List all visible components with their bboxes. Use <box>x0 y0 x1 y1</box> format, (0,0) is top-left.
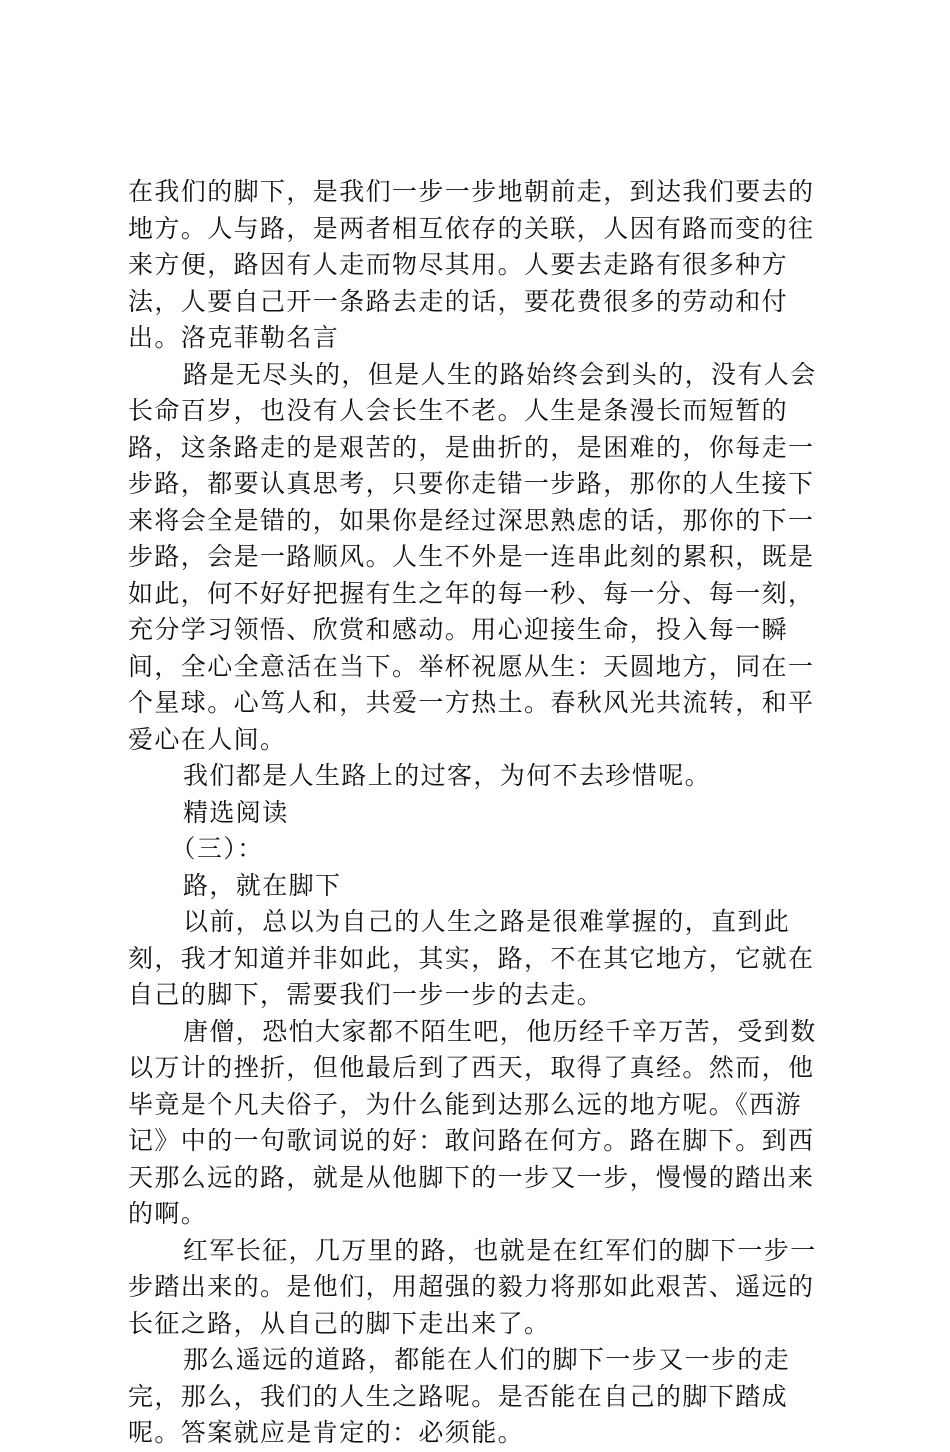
body-text <box>128 174 838 1452</box>
section-number: （三）： <box>170 834 264 863</box>
paragraph-passers-by: 我们都是人生路上的过客，为何不去珍惜呢。 <box>183 761 712 790</box>
section-heading-selected-reading: 精选阅读 <box>183 797 289 827</box>
paragraph-tang-monk: 唐僧，恐怕大家都不陌生吧，他历经千辛万苦，受到数以万计的挫折，但他最后到了西天，取得了真经。然而，他毕竟是个凡夫俗子，为什么能到达那么远的地方呢。《西游记》中的一句歌词说的好：敢问路在何方。路在脚下。到西天那么远的路，就是从他脚下的一步又一步，慢慢的踏出来的啊。 <box>128 1016 817 1228</box>
paragraph-continuation: 在我们的脚下，是我们一步一步地朝前走，到达我们要去的地方。人与路，是两者相互依存的关联，人因有路而变的往来方便，路因有人走而物尽其用。人要去走路有很多种方法，人要自己开一条路去走的话，要花费很多的劳动和付出。洛克菲勒名言 <box>128 177 815 352</box>
article-title: 路，就在脚下 <box>183 870 342 900</box>
paragraph-intro: 以前，总以为自己的人生之路是很难掌握的，直到此刻，我才知道并非如此，其实，路，不在其它地方，它就在自己的脚下，需要我们一步一步的去走。 <box>128 907 815 1009</box>
paragraph-conclusion: 那么遥远的道路，都能在人们的脚下一步又一步的走完，那么，我们的人生之路呢。是否能在自己的脚下踏成呢。答案就应是肯定的：必须能。 <box>128 1345 791 1447</box>
paragraph-long-march: 红军长征，几万里的路，也就是在红军们的脚下一步一步踏出来的。是他们，用超强的毅力将那如此艰苦、遥远的长征之路，从自己的脚下走出来了。 <box>128 1235 817 1338</box>
paragraph-road-of-life: 路是无尽头的，但是人生的路始终会到头的，没有人会长命百岁，也没有人会长生不老。人生是条漫长而短暂的路，这条路走的是艰苦的，是曲折的，是困难的，你每走一步路，都要认真思考，只要你走错一步路，那你的人生接下来将会全是错的，如果你是经过深思熟虑的话，那你的下一步路，会是一路顺风。人生不外是一连串此刻的累积，既是如此，何不好好把握有生之年的每一秒、每一分、每一刻，充分学习领悟、欣赏和感动。用心迎接生命，投入每一瞬间，全心全意活在当下。举杯祝愿从生：天圆地方，同在一个星球。心笃人和，共爱一方热土。春秋风光共流转，和平爱心在人间。 <box>128 359 817 754</box>
